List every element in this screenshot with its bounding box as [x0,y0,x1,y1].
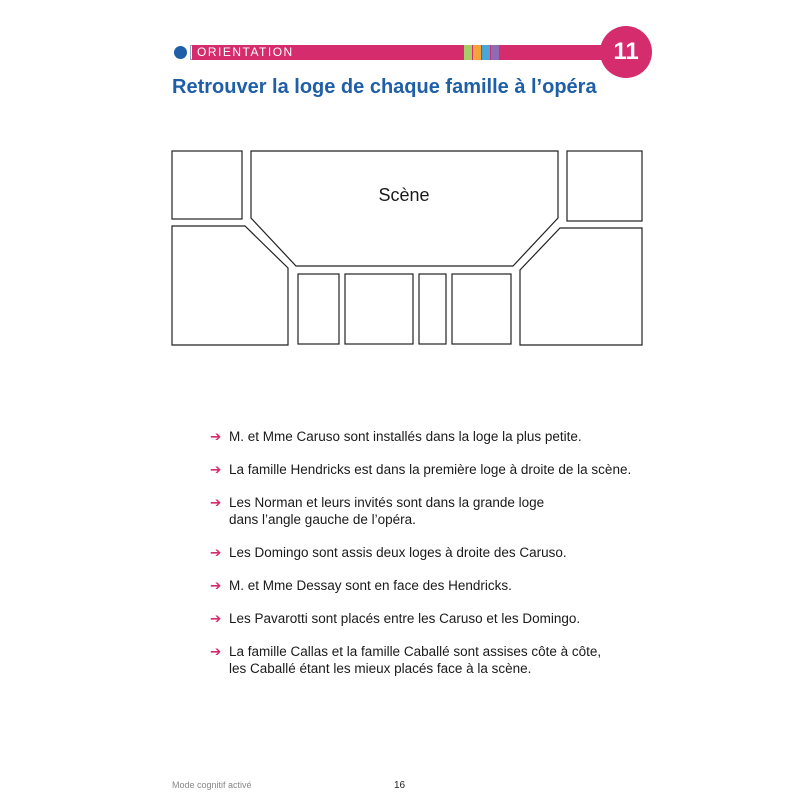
box-right-corner [520,228,642,345]
clue-text: M. et Mme Caruso sont installés dans la loge la plus petite. [229,429,582,444]
arrow-right-icon: ➔ [210,429,222,444]
box-top-right [567,151,642,221]
clue-item [210,494,670,528]
arrow-right-icon: ➔ [210,611,222,626]
arrow-right-icon: ➔ [210,545,222,560]
clue-item [210,577,670,594]
box-front-3 [419,274,446,344]
clue-text: Les Domingo sont assis deux loges à droite des Caruso. [229,545,567,560]
clue-item [210,610,670,627]
stage [251,151,558,266]
arrow-right-icon: ➔ [210,578,222,593]
book-title: Mode cognitif activé [172,780,252,790]
clue-item [210,428,670,445]
box-front-1 [298,274,339,344]
box-top-left [172,151,242,219]
page-title: Retrouver la loge de chaque famille à l’opéra [172,76,597,98]
clue-text: La famille Hendricks est dans la première loge à droite de la scène. [229,462,632,477]
section-label: ORIENTATION [197,45,294,59]
arrow-right-icon: ➔ [210,495,222,510]
box-front-4 [452,274,511,344]
clue-item [210,643,670,677]
clue-item [210,461,670,478]
clue-text: Les Norman et leurs invités sont dans la grande loge [229,495,545,510]
stage-label: Scène [378,185,430,205]
clue-list [210,428,670,693]
clue-text: M. et Mme Dessay sont en face des Hendricks. [229,578,512,593]
arrow-right-icon: ➔ [210,644,222,659]
clue-item [210,544,670,561]
clue-text: Les Pavarotti sont placés entre les Caruso et les Domingo. [229,611,581,626]
arrow-right-icon: ➔ [210,462,222,477]
exercise-number-badge: 11 [600,26,652,78]
clue-text: dans l’angle gauche de l’opéra. [229,512,416,527]
page-number: 16 [394,780,406,791]
clue-text: les Caballé étant les mieux placés face à la scène. [229,661,532,676]
clue-text: La famille Callas et la famille Caballé sont assises côte à côte, [229,644,602,659]
box-front-2 [345,274,413,344]
box-left-corner [172,226,288,345]
